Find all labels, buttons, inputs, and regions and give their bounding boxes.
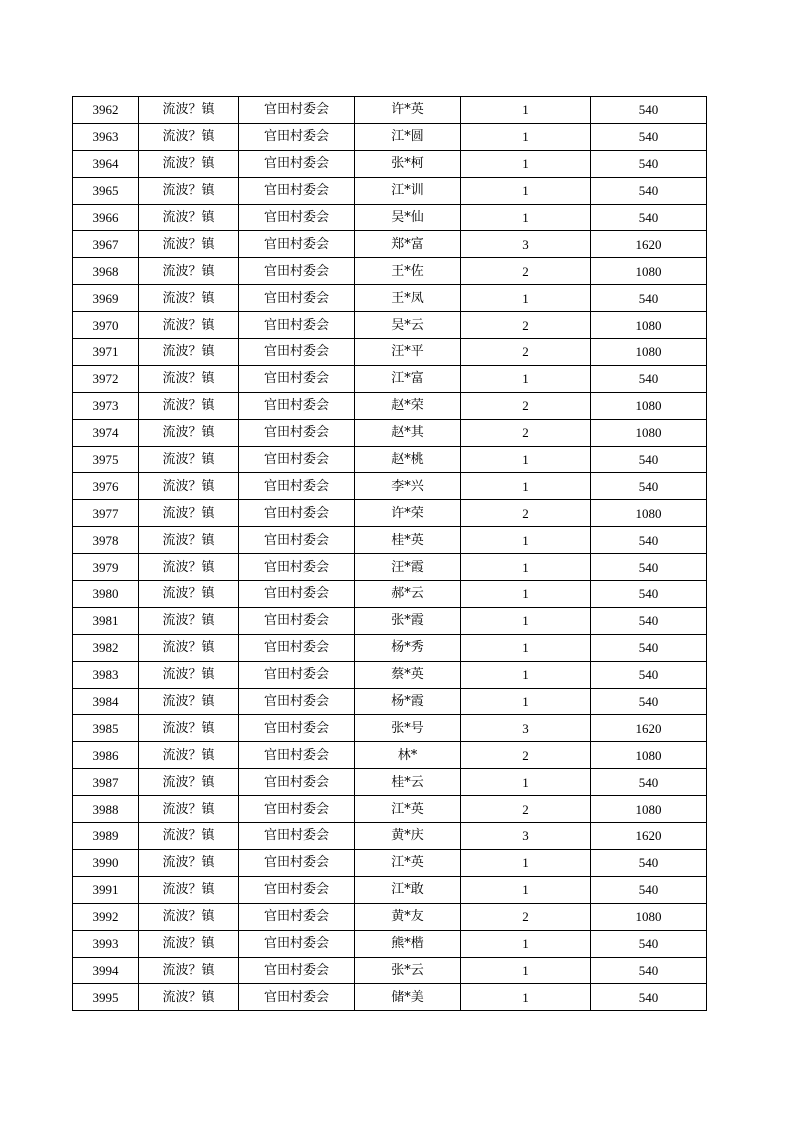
cell-town: 流波？镇: [139, 365, 239, 392]
cell-person-name: 许*英: [355, 97, 461, 124]
cell-village-committee: 官田村委会: [239, 876, 355, 903]
cell-household-count: 1: [461, 581, 591, 608]
cell-serial-number: 3975: [73, 446, 139, 473]
cell-serial-number: 3995: [73, 984, 139, 1011]
cell-person-name: 张*号: [355, 715, 461, 742]
cell-village-committee: 官田村委会: [239, 312, 355, 339]
cell-serial-number: 3965: [73, 177, 139, 204]
cell-household-count: 2: [461, 742, 591, 769]
cell-serial-number: 3983: [73, 661, 139, 688]
cell-town: 流波？镇: [139, 231, 239, 258]
table-row: [73, 392, 707, 419]
cell-amount: 1080: [591, 392, 707, 419]
cell-village-committee: 官田村委会: [239, 607, 355, 634]
table-row: [73, 177, 707, 204]
cell-town: 流波？镇: [139, 554, 239, 581]
cell-village-committee: 官田村委会: [239, 365, 355, 392]
cell-town: 流波？镇: [139, 258, 239, 285]
cell-serial-number: 3988: [73, 796, 139, 823]
cell-serial-number: 3980: [73, 581, 139, 608]
table-row: [73, 339, 707, 366]
cell-serial-number: 3964: [73, 150, 139, 177]
cell-serial-number: 3979: [73, 554, 139, 581]
cell-town: 流波？镇: [139, 849, 239, 876]
cell-household-count: 1: [461, 446, 591, 473]
table-row: [73, 903, 707, 930]
cell-household-count: 3: [461, 231, 591, 258]
cell-amount: 540: [591, 177, 707, 204]
cell-person-name: 储*美: [355, 984, 461, 1011]
cell-town: 流波？镇: [139, 903, 239, 930]
table-row: [73, 285, 707, 312]
cell-household-count: 1: [461, 876, 591, 903]
cell-person-name: 李*兴: [355, 473, 461, 500]
cell-village-committee: 官田村委会: [239, 500, 355, 527]
cell-person-name: 桂*英: [355, 527, 461, 554]
table-row: [73, 150, 707, 177]
cell-town: 流波？镇: [139, 123, 239, 150]
cell-amount: 540: [591, 473, 707, 500]
cell-amount: 1620: [591, 715, 707, 742]
cell-serial-number: 3989: [73, 823, 139, 850]
cell-town: 流波？镇: [139, 339, 239, 366]
table-row: [73, 661, 707, 688]
table-row: [73, 715, 707, 742]
cell-serial-number: 3991: [73, 876, 139, 903]
table-row: [73, 419, 707, 446]
cell-household-count: 1: [461, 930, 591, 957]
cell-village-committee: 官田村委会: [239, 97, 355, 124]
cell-household-count: 1: [461, 661, 591, 688]
cell-amount: 540: [591, 527, 707, 554]
cell-town: 流波？镇: [139, 796, 239, 823]
cell-village-committee: 官田村委会: [239, 419, 355, 446]
cell-person-name: 江*英: [355, 849, 461, 876]
cell-serial-number: 3982: [73, 634, 139, 661]
cell-village-committee: 官田村委会: [239, 123, 355, 150]
cell-town: 流波？镇: [139, 419, 239, 446]
table-row: [73, 123, 707, 150]
cell-household-count: 1: [461, 365, 591, 392]
cell-amount: 540: [591, 446, 707, 473]
cell-household-count: 1: [461, 123, 591, 150]
cell-village-committee: 官田村委会: [239, 769, 355, 796]
cell-person-name: 黄*庆: [355, 823, 461, 850]
table-body: [73, 97, 707, 1011]
cell-amount: 540: [591, 984, 707, 1011]
cell-household-count: 1: [461, 150, 591, 177]
cell-household-count: 2: [461, 796, 591, 823]
cell-person-name: 赵*桃: [355, 446, 461, 473]
cell-serial-number: 3968: [73, 258, 139, 285]
table-row: [73, 796, 707, 823]
cell-household-count: 1: [461, 285, 591, 312]
cell-town: 流波？镇: [139, 823, 239, 850]
cell-person-name: 江*富: [355, 365, 461, 392]
cell-person-name: 杨*霞: [355, 688, 461, 715]
cell-town: 流波？镇: [139, 204, 239, 231]
table-row: [73, 984, 707, 1011]
cell-person-name: 郑*富: [355, 231, 461, 258]
table-row: [73, 231, 707, 258]
cell-village-committee: 官田村委会: [239, 930, 355, 957]
cell-village-committee: 官田村委会: [239, 339, 355, 366]
cell-town: 流波？镇: [139, 930, 239, 957]
cell-town: 流波？镇: [139, 607, 239, 634]
table-row: [73, 823, 707, 850]
cell-town: 流波？镇: [139, 984, 239, 1011]
cell-town: 流波？镇: [139, 177, 239, 204]
cell-household-count: 2: [461, 339, 591, 366]
cell-town: 流波？镇: [139, 285, 239, 312]
cell-person-name: 郝*云: [355, 581, 461, 608]
table-row: [73, 849, 707, 876]
table-row: [73, 97, 707, 124]
cell-person-name: 林*: [355, 742, 461, 769]
table-row: [73, 742, 707, 769]
cell-village-committee: 官田村委会: [239, 688, 355, 715]
cell-amount: 540: [591, 554, 707, 581]
table-row: [73, 930, 707, 957]
cell-household-count: 1: [461, 204, 591, 231]
cell-person-name: 汪*霞: [355, 554, 461, 581]
table-row: [73, 365, 707, 392]
cell-village-committee: 官田村委会: [239, 903, 355, 930]
cell-person-name: 张*霞: [355, 607, 461, 634]
cell-person-name: 吴*云: [355, 312, 461, 339]
cell-household-count: 1: [461, 688, 591, 715]
cell-town: 流波？镇: [139, 150, 239, 177]
cell-serial-number: 3981: [73, 607, 139, 634]
cell-town: 流波？镇: [139, 769, 239, 796]
cell-person-name: 熊*楷: [355, 930, 461, 957]
cell-town: 流波？镇: [139, 876, 239, 903]
cell-person-name: 杨*秀: [355, 634, 461, 661]
cell-amount: 540: [591, 285, 707, 312]
cell-amount: 1620: [591, 231, 707, 258]
cell-amount: 540: [591, 365, 707, 392]
cell-village-committee: 官田村委会: [239, 715, 355, 742]
cell-amount: 540: [591, 957, 707, 984]
cell-household-count: 2: [461, 419, 591, 446]
cell-village-committee: 官田村委会: [239, 957, 355, 984]
cell-serial-number: 3977: [73, 500, 139, 527]
cell-serial-number: 3967: [73, 231, 139, 258]
cell-village-committee: 官田村委会: [239, 554, 355, 581]
cell-serial-number: 3985: [73, 715, 139, 742]
table-row: [73, 876, 707, 903]
table-row: [73, 554, 707, 581]
cell-serial-number: 3969: [73, 285, 139, 312]
cell-serial-number: 3990: [73, 849, 139, 876]
cell-serial-number: 3987: [73, 769, 139, 796]
cell-person-name: 汪*平: [355, 339, 461, 366]
table-row: [73, 473, 707, 500]
cell-person-name: 桂*云: [355, 769, 461, 796]
table-row: [73, 769, 707, 796]
cell-serial-number: 3962: [73, 97, 139, 124]
cell-serial-number: 3993: [73, 930, 139, 957]
cell-town: 流波？镇: [139, 527, 239, 554]
cell-person-name: 吴*仙: [355, 204, 461, 231]
cell-amount: 1080: [591, 419, 707, 446]
cell-person-name: 江*英: [355, 796, 461, 823]
cell-household-count: 1: [461, 634, 591, 661]
cell-household-count: 1: [461, 607, 591, 634]
cell-serial-number: 3992: [73, 903, 139, 930]
cell-village-committee: 官田村委会: [239, 392, 355, 419]
cell-household-count: 2: [461, 258, 591, 285]
cell-village-committee: 官田村委会: [239, 849, 355, 876]
cell-village-committee: 官田村委会: [239, 742, 355, 769]
cell-amount: 540: [591, 688, 707, 715]
cell-serial-number: 3963: [73, 123, 139, 150]
cell-amount: 540: [591, 769, 707, 796]
cell-amount: 540: [591, 876, 707, 903]
cell-amount: 1080: [591, 903, 707, 930]
cell-amount: 1080: [591, 258, 707, 285]
cell-serial-number: 3970: [73, 312, 139, 339]
cell-person-name: 王*凤: [355, 285, 461, 312]
cell-household-count: 2: [461, 500, 591, 527]
cell-serial-number: 3978: [73, 527, 139, 554]
cell-household-count: 3: [461, 715, 591, 742]
cell-person-name: 张*柯: [355, 150, 461, 177]
cell-town: 流波？镇: [139, 688, 239, 715]
cell-amount: 540: [591, 581, 707, 608]
cell-serial-number: 3966: [73, 204, 139, 231]
cell-town: 流波？镇: [139, 473, 239, 500]
cell-serial-number: 3973: [73, 392, 139, 419]
cell-household-count: 1: [461, 473, 591, 500]
cell-amount: 540: [591, 97, 707, 124]
cell-village-committee: 官田村委会: [239, 581, 355, 608]
cell-village-committee: 官田村委会: [239, 150, 355, 177]
table-row: [73, 527, 707, 554]
cell-amount: 540: [591, 204, 707, 231]
cell-household-count: 1: [461, 527, 591, 554]
cell-town: 流波？镇: [139, 312, 239, 339]
cell-village-committee: 官田村委会: [239, 204, 355, 231]
cell-household-count: 2: [461, 903, 591, 930]
cell-amount: 1080: [591, 796, 707, 823]
cell-village-committee: 官田村委会: [239, 231, 355, 258]
cell-village-committee: 官田村委会: [239, 285, 355, 312]
cell-person-name: 蔡*英: [355, 661, 461, 688]
cell-serial-number: 3986: [73, 742, 139, 769]
cell-village-committee: 官田村委会: [239, 796, 355, 823]
cell-town: 流波？镇: [139, 446, 239, 473]
table-row: [73, 258, 707, 285]
cell-household-count: 1: [461, 97, 591, 124]
cell-serial-number: 3994: [73, 957, 139, 984]
cell-person-name: 赵*其: [355, 419, 461, 446]
cell-town: 流波？镇: [139, 97, 239, 124]
cell-household-count: 1: [461, 177, 591, 204]
cell-village-committee: 官田村委会: [239, 258, 355, 285]
cell-village-committee: 官田村委会: [239, 177, 355, 204]
cell-amount: 1620: [591, 823, 707, 850]
cell-amount: 1080: [591, 312, 707, 339]
cell-household-count: 1: [461, 769, 591, 796]
cell-serial-number: 3976: [73, 473, 139, 500]
cell-town: 流波？镇: [139, 957, 239, 984]
cell-household-count: 2: [461, 392, 591, 419]
cell-amount: 540: [591, 634, 707, 661]
cell-person-name: 许*荣: [355, 500, 461, 527]
cell-town: 流波？镇: [139, 661, 239, 688]
cell-person-name: 赵*荣: [355, 392, 461, 419]
cell-person-name: 黄*友: [355, 903, 461, 930]
cell-town: 流波？镇: [139, 715, 239, 742]
table-row: [73, 446, 707, 473]
cell-town: 流波？镇: [139, 742, 239, 769]
cell-serial-number: 3974: [73, 419, 139, 446]
cell-town: 流波？镇: [139, 500, 239, 527]
table-row: [73, 634, 707, 661]
cell-village-committee: 官田村委会: [239, 527, 355, 554]
subsidy-roster-table: [72, 96, 707, 1011]
cell-village-committee: 官田村委会: [239, 446, 355, 473]
cell-person-name: 王*佐: [355, 258, 461, 285]
cell-person-name: 江*训: [355, 177, 461, 204]
table-row: [73, 500, 707, 527]
cell-village-committee: 官田村委会: [239, 634, 355, 661]
cell-household-count: 1: [461, 984, 591, 1011]
cell-serial-number: 3971: [73, 339, 139, 366]
cell-village-committee: 官田村委会: [239, 661, 355, 688]
table-row: [73, 204, 707, 231]
cell-village-committee: 官田村委会: [239, 473, 355, 500]
cell-amount: 540: [591, 661, 707, 688]
cell-household-count: 1: [461, 957, 591, 984]
cell-town: 流波？镇: [139, 581, 239, 608]
cell-household-count: 3: [461, 823, 591, 850]
cell-person-name: 江*圆: [355, 123, 461, 150]
cell-village-committee: 官田村委会: [239, 984, 355, 1011]
cell-amount: 540: [591, 607, 707, 634]
cell-serial-number: 3972: [73, 365, 139, 392]
table-row: [73, 607, 707, 634]
cell-household-count: 1: [461, 554, 591, 581]
cell-household-count: 2: [461, 312, 591, 339]
table-row: [73, 957, 707, 984]
table-row: [73, 581, 707, 608]
cell-village-committee: 官田村委会: [239, 823, 355, 850]
table-row: [73, 688, 707, 715]
cell-person-name: 张*云: [355, 957, 461, 984]
cell-amount: 1080: [591, 742, 707, 769]
cell-household-count: 1: [461, 849, 591, 876]
cell-town: 流波？镇: [139, 634, 239, 661]
cell-amount: 1080: [591, 339, 707, 366]
cell-person-name: 江*敢: [355, 876, 461, 903]
cell-amount: 540: [591, 123, 707, 150]
cell-amount: 540: [591, 849, 707, 876]
cell-amount: 1080: [591, 500, 707, 527]
table-row: [73, 312, 707, 339]
cell-amount: 540: [591, 930, 707, 957]
cell-serial-number: 3984: [73, 688, 139, 715]
cell-amount: 540: [591, 150, 707, 177]
cell-town: 流波？镇: [139, 392, 239, 419]
